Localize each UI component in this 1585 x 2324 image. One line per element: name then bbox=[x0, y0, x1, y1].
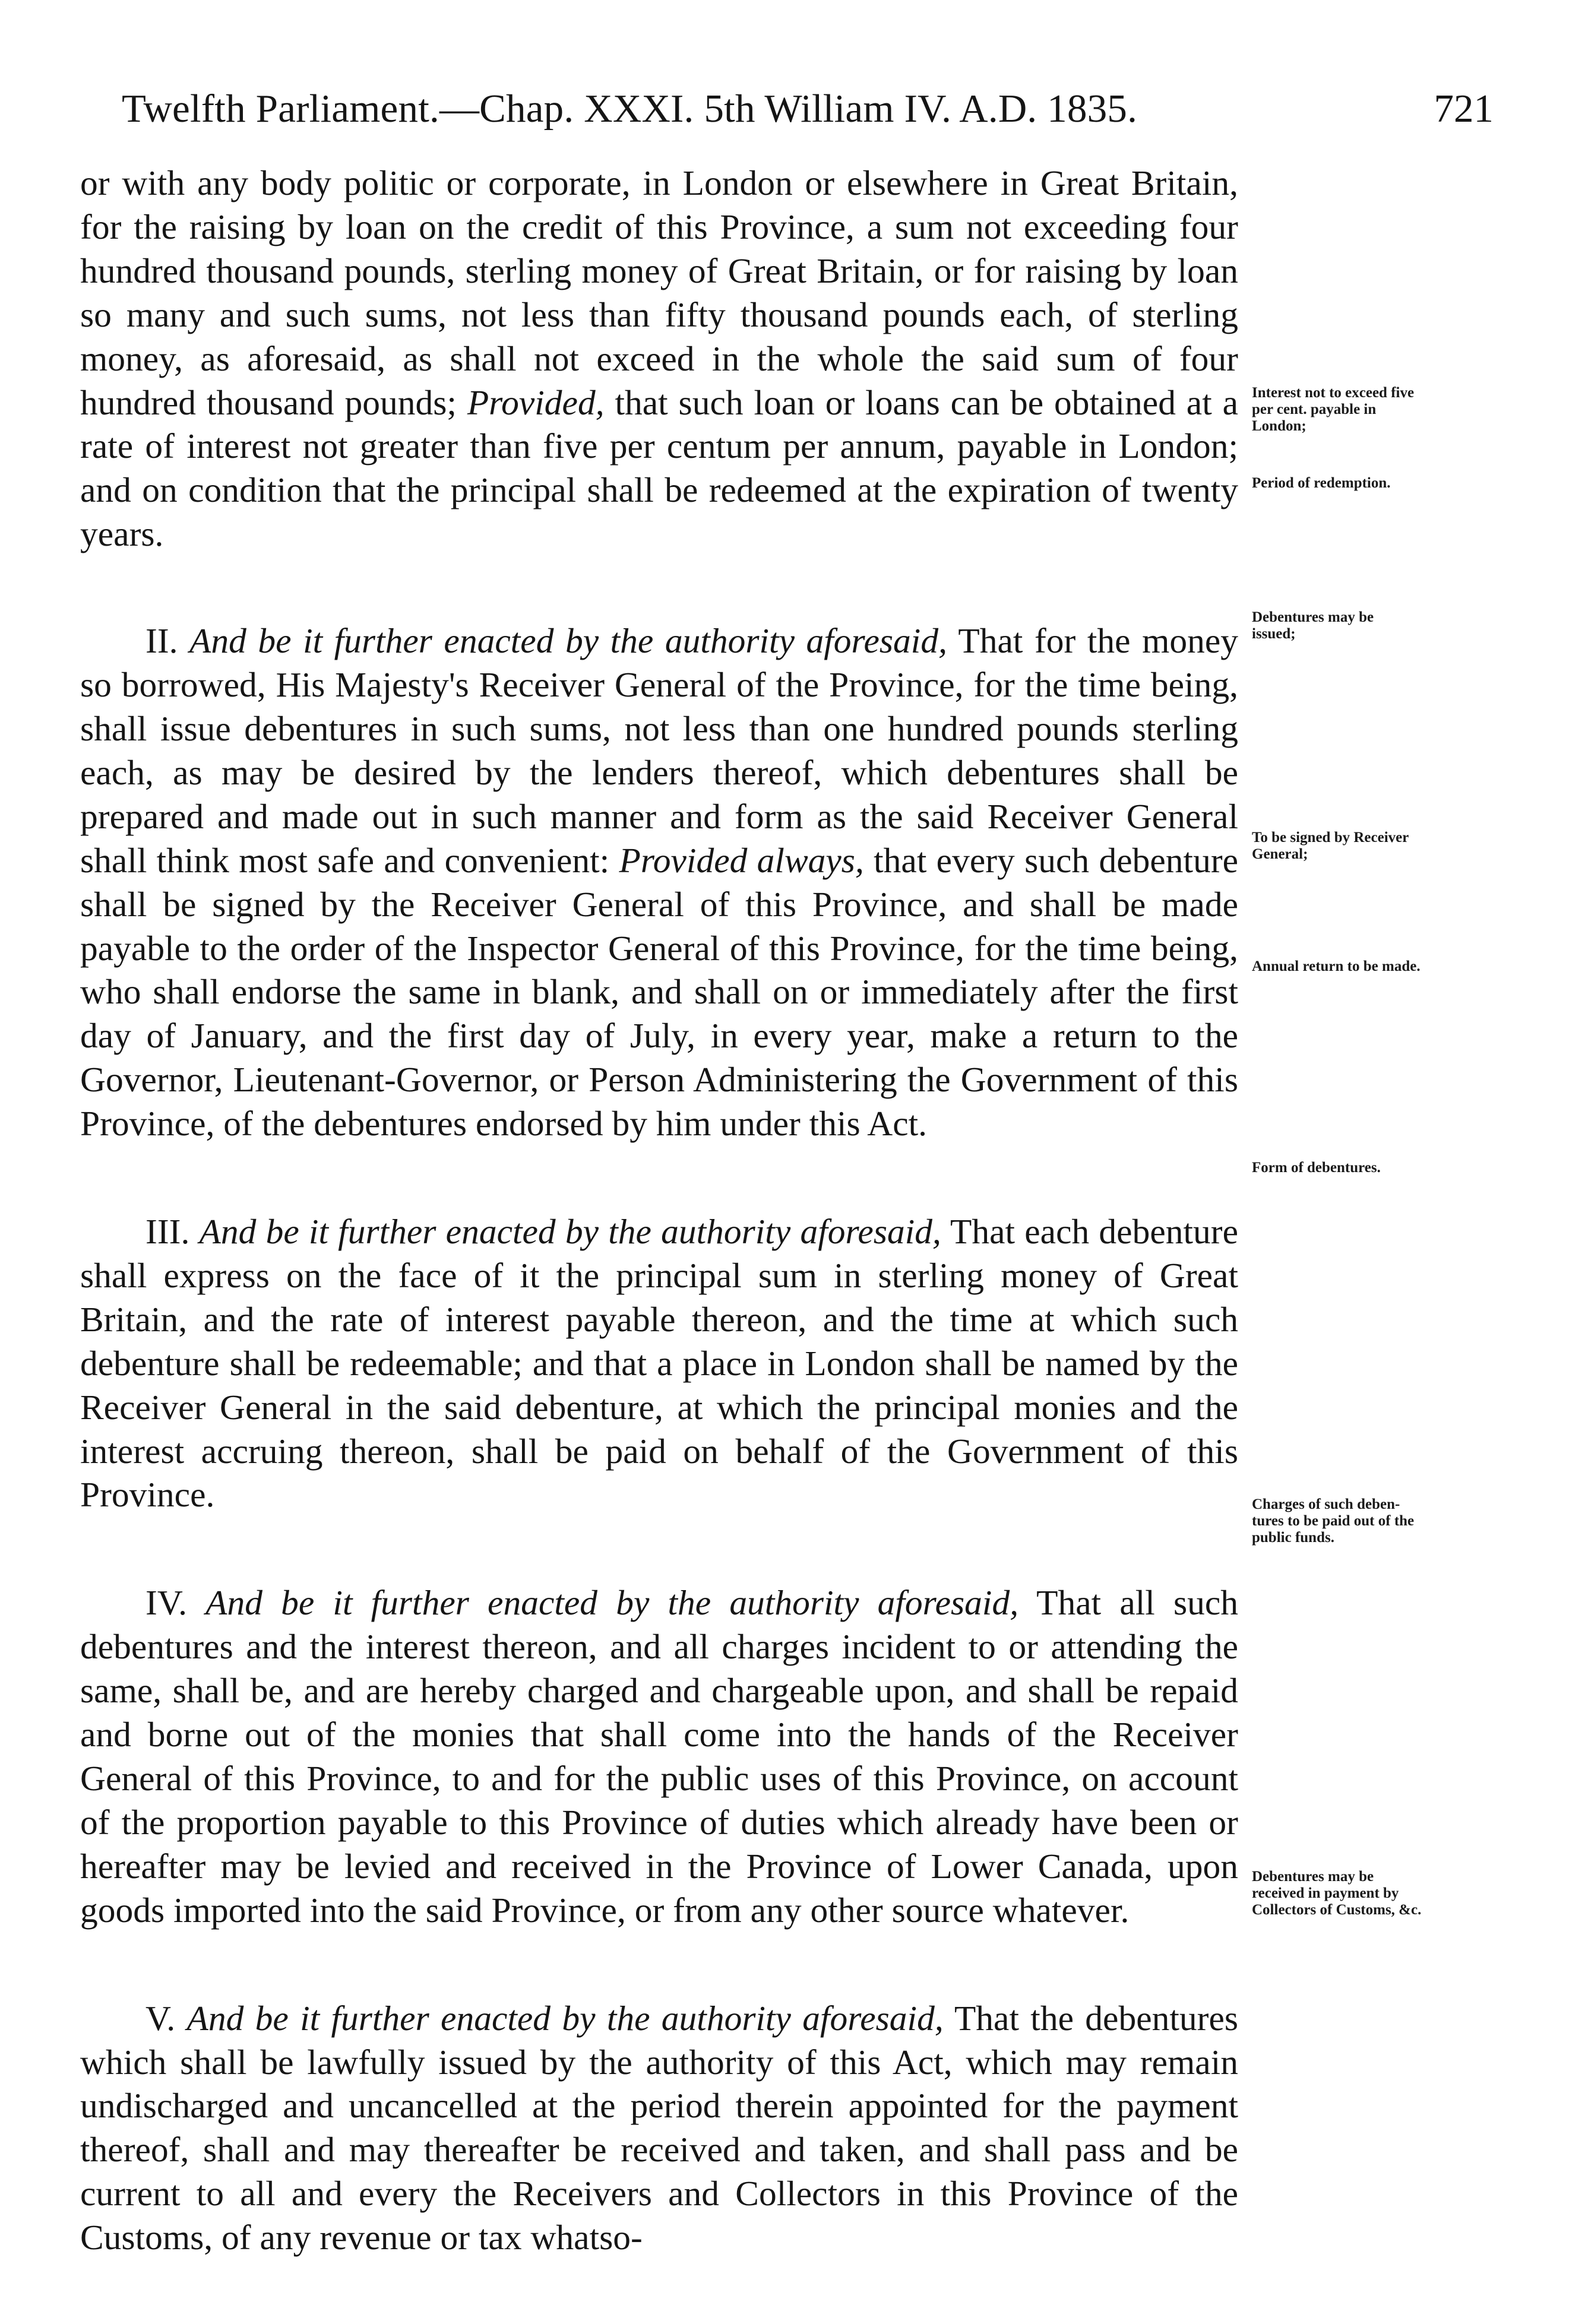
enacting-clause: And be it further enacted by the authority aforesaid, bbox=[189, 621, 947, 661]
margin-note-line: Period of redemption. bbox=[1252, 475, 1391, 491]
section-3 bbox=[80, 1210, 1238, 1517]
enacting-clause: And be it further enacted by the authority aforesaid, bbox=[186, 1998, 944, 2038]
proviso-italic: Provided, bbox=[467, 382, 605, 422]
margin-note-received bbox=[1252, 1869, 1501, 1918]
margin-note-line: Annual return to be made. bbox=[1252, 958, 1421, 974]
margin-note-line: Collectors of Customs, &c. bbox=[1252, 1902, 1422, 1918]
proviso-italic: Provided always, bbox=[619, 840, 864, 880]
section-number: III. bbox=[145, 1212, 190, 1252]
margin-note-line: received in payment by bbox=[1252, 1885, 1399, 1901]
margin-note-redemption bbox=[1252, 475, 1501, 492]
paragraph-text: or with any body politic or corporate, in London or elsewhere in Great Britain, for the raising by loan on the credit of this Province, a sum not exceeding four hundred thousand pounds, sterling money of Great Britain, or for raising by loan so many and such sums, not less than fifty thousand pounds each, of sterling money, as aforesaid, as shall not exceed in the whole the said sum of four hundred thousand pounds; bbox=[80, 163, 1238, 422]
section-2 bbox=[80, 619, 1238, 1146]
margin-note-line: To be signed by Receiver bbox=[1252, 829, 1409, 846]
margin-note-annual-return bbox=[1252, 958, 1501, 975]
page-number: 721 bbox=[1434, 87, 1494, 131]
margin-note-line: London; bbox=[1252, 418, 1306, 434]
section-number: V. bbox=[145, 1998, 176, 2038]
section-text: That the debentures which shall be lawfully issued by the authority of this Act, which may remain undischarged and uncancelled at the period therein appointed for the payment thereof, shall and may thereafter be received and taken, and shall pass and be current to all and every the Receivers and Collectors in this Province of the Customs, of any revenue or tax whatso- bbox=[80, 1998, 1239, 2257]
section-text: That all such debentures and the interest thereon, and all charges incident to or attending the same, shall be, and are hereby charged and chargeable upon, and shall be repaid and borne out of the monies that shall come into the hands of the Receiver General of this Province, to and for the public uses of this Province, on account of the proportion payable to this Province of duties which already have been or hereafter may be levied and received in the Province of Lower Canada, upon goods imported into the said Province, or from any other source whatever. bbox=[80, 1583, 1239, 1930]
margin-note-line: per cent. payable in bbox=[1252, 401, 1377, 417]
margin-note-line: General; bbox=[1252, 846, 1308, 862]
margin-note-line: Form of debentures. bbox=[1252, 1160, 1381, 1176]
margin-note-line: Debentures may be bbox=[1252, 609, 1374, 625]
margin-note-line: Charges of such deben- bbox=[1252, 1496, 1400, 1512]
section-5 bbox=[80, 1997, 1238, 2260]
paragraph-continuation bbox=[80, 162, 1238, 556]
section-text: That for the money so borrowed, His Majesty's Receiver General of the Province, for the time being, shall issue debentures in such sums, not less than one hundred pounds sterling each, as may be desired by the lenders thereof, which debentures shall be prepared and made out in such manner and form as the said Receiver General shall think most safe and convenient: bbox=[80, 621, 1239, 880]
enacting-clause: And be it further enacted by the authority aforesaid, bbox=[199, 1212, 941, 1252]
section-number: II. bbox=[145, 621, 178, 661]
margin-note-debentures-issued bbox=[1252, 609, 1501, 642]
margin-note-line: issued; bbox=[1252, 626, 1296, 642]
paragraph-text-after: that such loan or loans can be obtained at a rate of interest not greater than five per centum per annum, payable in London; and on condition that the principal shall be redeemed at the expiration of twenty years. bbox=[80, 382, 1238, 554]
running-title: Twelfth Parliament.—Chap. XXXI. 5th William IV. A.D. 1835. bbox=[122, 87, 1138, 131]
margin-note-line: tures to be paid out of the bbox=[1252, 1513, 1415, 1529]
section-text: That each debenture shall express on the face of it the principal sum in sterling money of Great Britain, and the rate of interest payable thereon, and the time at which such debenture shall be redeemable; and that a place in London shall be named by the Receiver General in the said debenture, at which the principal monies and the interest accruing thereon, shall be paid on behalf of the Government of this Province. bbox=[80, 1212, 1239, 1515]
margin-note-line: Interest not to exceed five bbox=[1252, 385, 1415, 401]
margin-note-line: public funds. bbox=[1252, 1530, 1334, 1546]
margin-note-charges bbox=[1252, 1496, 1501, 1546]
statute-body bbox=[80, 162, 1238, 2324]
enacting-clause: And be it further enacted by the authority aforesaid, bbox=[205, 1583, 1019, 1623]
margin-note-line: Debentures may be bbox=[1252, 1869, 1374, 1885]
margin-note-signed bbox=[1252, 829, 1501, 863]
running-header bbox=[122, 82, 1494, 135]
margin-note-form bbox=[1252, 1160, 1501, 1176]
section-text-after: that every such debenture shall be signed by the Receiver General of this Province, and shall be made payable to the order of the Inspector General of this Province, for the time being, who shall endorse the same in blank, and shall on or immediately after the first day of January, and the first day of July, in every year, make a return to the Governor, Lieutenant-Governor, or Person Administering the Government of this Province, of the debentures endorsed by him under this Act. bbox=[80, 840, 1239, 1144]
margin-note-interest bbox=[1252, 385, 1501, 435]
section-number: IV. bbox=[145, 1583, 187, 1623]
section-4 bbox=[80, 1581, 1238, 1932]
